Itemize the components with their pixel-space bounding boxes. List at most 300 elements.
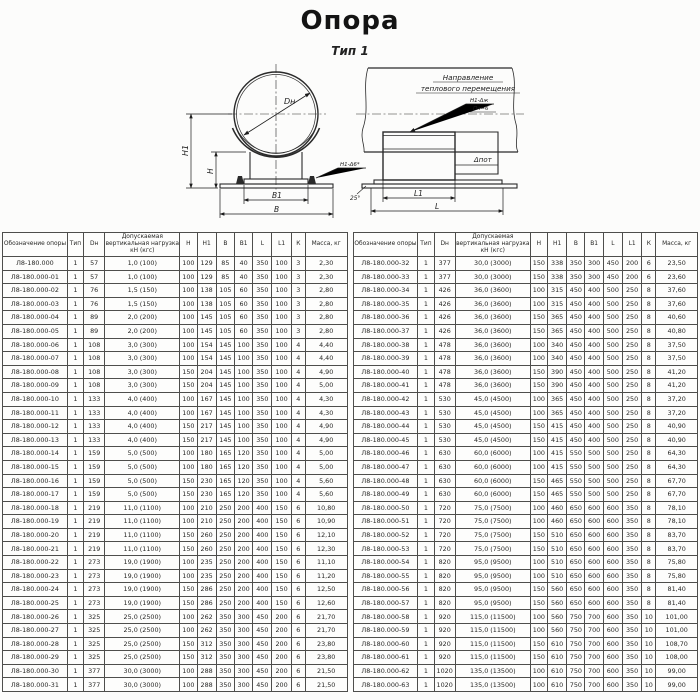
table-cell: 550 [567,460,585,474]
table-cell: 200 [272,664,291,678]
table-cell: 350 [253,311,272,325]
table-cell: 600 [603,542,622,556]
table-cell: 210 [197,515,216,529]
table-cell: 260 [197,528,216,542]
table-cell: 500 [603,324,622,338]
table-cell: 100 [530,624,547,638]
table-cell: 500 [603,433,622,447]
table-cell: 5,00 [305,447,347,461]
table-cell: 400 [585,433,603,447]
table-cell: 250 [622,474,641,488]
table-cell: 600 [585,569,603,583]
table-cell: 150 [272,542,291,556]
table-cell: 300 [234,664,252,678]
table-cell: 600 [603,664,622,678]
table-cell: 1 [418,420,434,434]
table-cell: 262 [197,610,216,624]
table-cell: 100 [180,338,197,352]
table-row [3,270,348,284]
table-cell: 4 [291,338,305,352]
table-cell: 4 [291,365,305,379]
table-cell: 10 [642,664,656,678]
table-cell: 150 [530,324,547,338]
table-row [353,420,698,434]
table-cell: 600 [603,637,622,651]
table-cell: 219 [84,542,105,556]
table-cell: 350 [216,624,234,638]
table-cell: 4,0 (400) [105,420,180,434]
table-cell: 415 [548,433,567,447]
table-row [353,379,698,393]
table-cell: 500 [603,460,622,474]
table-cell: 25,0 (2500) [105,637,180,651]
table-cell: 150 [180,420,197,434]
table-cell: 150 [272,596,291,610]
col-header-b1: В1 [585,233,603,257]
table-cell: 6 [291,556,305,570]
table-cell: 154 [197,338,216,352]
table-cell: 19,0 (1900) [105,583,180,597]
table-cell: 120 [234,447,252,461]
table-cell: 36,0 (3600) [455,311,530,325]
table-row [3,610,348,624]
table-row [3,392,348,406]
table-cell: 6 [291,569,305,583]
table-cell: 150 [180,651,197,665]
table-cell: 350 [216,664,234,678]
table-cell: 325 [84,610,105,624]
table-cell: 75,80 [656,556,698,570]
table-cell: 100 [180,610,197,624]
table-cell: 1 [67,624,83,638]
table-cell: 365 [548,392,567,406]
table-cell: 550 [567,474,585,488]
table-cell: 36,0 (3600) [455,352,530,366]
table-cell: 100 [272,257,291,271]
table-row [353,678,698,692]
table-cell: Л8-180.000-13 [3,433,68,447]
table-cell: Л8-180.000-46 [353,447,418,461]
col-header-type: Тип [418,233,434,257]
table-cell: 10,80 [305,501,347,515]
table-cell: 460 [548,501,567,515]
table-cell: 105 [216,284,234,298]
table-cell: 12,10 [305,528,347,542]
table-cell: 60,0 (6000) [455,488,530,502]
table-cell: 99,00 [656,678,698,692]
spec-table-left [2,232,348,692]
table-cell: 4 [291,420,305,434]
table-cell: 4,0 (400) [105,433,180,447]
table-cell: 250 [622,352,641,366]
table-cell: 630 [434,474,455,488]
table-cell: 312 [197,637,216,651]
table-cell: 250 [622,365,641,379]
table-cell: 219 [84,501,105,515]
table-cell: 340 [548,352,567,366]
table-cell: 600 [603,610,622,624]
table-cell: 250 [622,488,641,502]
table-cell: Л8-180.000-05 [3,324,68,338]
table-cell: 100 [272,284,291,298]
table-cell: 3,0 (300) [105,338,180,352]
table-cell: Л8-180.000-57 [353,596,418,610]
table-cell: 60,0 (6000) [455,447,530,461]
table-cell: 40 [234,257,252,271]
table-cell: 5,60 [305,474,347,488]
table-cell: 150 [180,596,197,610]
table-cell: Л8-180.000-31 [3,678,68,692]
table-cell: 350 [622,637,641,651]
table-row [3,284,348,298]
table-cell: 21,50 [305,678,347,692]
table-cell: 312 [197,651,216,665]
table-cell: 350 [253,270,272,284]
table-cell: 4,0 (400) [105,392,180,406]
table-cell: 600 [603,624,622,638]
table-cell: 8 [642,488,656,502]
table-cell: 10 [642,678,656,692]
table-cell: 45,0 (4500) [455,392,530,406]
table-cell: 10 [642,610,656,624]
table-cell: 450 [253,651,272,665]
table-cell: 120 [234,474,252,488]
table-row [3,474,348,488]
table-cell: 550 [567,488,585,502]
table-cell: 150 [272,515,291,529]
table-cell: 400 [585,392,603,406]
table-row [3,406,348,420]
table-cell: 75,80 [656,569,698,583]
table-cell: 5,00 [305,379,347,393]
table-cell: 4,0 (400) [105,406,180,420]
table-cell: 219 [84,528,105,542]
table-cell: 350 [253,297,272,311]
table-cell: 450 [253,678,272,692]
table-cell: 21,70 [305,610,347,624]
table-cell: 230 [197,488,216,502]
table-cell: Л8-180.000-37 [353,324,418,338]
col-header-dn: Dн [84,233,105,257]
table-cell: 133 [84,392,105,406]
table-cell: 250 [622,338,641,352]
table-cell: 138 [197,284,216,298]
table-cell: 600 [585,556,603,570]
table-cell: 100 [272,433,291,447]
table-cell: 1,0 (100) [105,270,180,284]
table-cell: 40,90 [656,433,698,447]
table-row [353,664,698,678]
table-cell: 60,0 (6000) [455,460,530,474]
table-cell: 100 [530,406,547,420]
table-cell: 150 [180,488,197,502]
table-cell: 4,90 [305,420,347,434]
table-cell: 200 [272,678,291,692]
table-cell: 400 [253,528,272,542]
table-cell: 83,70 [656,528,698,542]
table-cell: 530 [434,420,455,434]
table-cell: 600 [585,596,603,610]
table-cell: 75,0 (7500) [455,501,530,515]
table-cell: 920 [434,610,455,624]
table-row [353,624,698,638]
table-cell: 1 [418,270,434,284]
table-cell: 100 [272,474,291,488]
table-cell: 36,0 (3600) [455,297,530,311]
table-cell: Л8-180.000-24 [3,583,68,597]
table-cell: 120 [234,488,252,502]
table-cell: 365 [548,311,567,325]
table-cell: 400 [585,297,603,311]
table-cell: 1 [418,352,434,366]
table-cell: 200 [272,637,291,651]
table-cell: 350 [622,624,641,638]
technical-drawing [158,52,590,236]
table-row [353,311,698,325]
table-cell: 400 [253,583,272,597]
table-cell: 100 [234,379,252,393]
table-cell: 100 [272,365,291,379]
table-cell: Л8-180.000-51 [353,515,418,529]
table-cell: 5,0 (500) [105,447,180,461]
table-row [3,528,348,542]
table-cell: 145 [216,406,234,420]
table-cell: 500 [603,474,622,488]
col-header-k: К [642,233,656,257]
table-cell: 600 [603,596,622,610]
table-cell: 1 [67,569,83,583]
table-cell: 8 [642,596,656,610]
table-row [3,664,348,678]
table-cell: 8 [642,447,656,461]
table-cell: 165 [216,447,234,461]
table-cell: 150 [530,583,547,597]
table-cell: 365 [548,324,567,338]
table-cell: 1 [67,515,83,529]
table-cell: 3,0 (300) [105,379,180,393]
table-row [353,460,698,474]
table-cell: 100 [530,556,547,570]
table-cell: 400 [253,556,272,570]
table-cell: 426 [434,284,455,298]
table-cell: 1 [67,379,83,393]
table-cell: 150 [180,474,197,488]
table-cell: 150 [530,596,547,610]
table-cell: 145 [216,379,234,393]
table-cell: 100 [180,447,197,461]
table-cell: 150 [180,365,197,379]
table-cell: 750 [567,610,585,624]
table-cell: 1 [67,596,83,610]
table-cell: 150 [272,501,291,515]
table-row [3,433,348,447]
table-cell: 560 [548,596,567,610]
table-cell: 1 [67,352,83,366]
table-cell: 350 [253,284,272,298]
table-cell: 1 [67,664,83,678]
table-row [3,583,348,597]
table-cell: 1 [418,556,434,570]
table-cell: Л8-180.000-06 [3,338,68,352]
table-cell: 36,0 (3600) [455,324,530,338]
table-cell: 750 [567,624,585,638]
col-header-designation: Обозначение опоры [3,233,68,257]
table-cell: 1 [67,297,83,311]
table-cell: 145 [216,352,234,366]
table-cell: 600 [585,501,603,515]
table-cell: 120 [234,460,252,474]
table-cell: 100 [180,270,197,284]
table-cell: 150 [530,651,547,665]
table-cell: 100 [530,678,547,692]
table-cell: 1,0 (100) [105,257,180,271]
table-cell: 45,0 (4500) [455,420,530,434]
table-cell: 165 [216,474,234,488]
table-cell: 30,0 (3000) [105,664,180,678]
table-row [353,651,698,665]
table-cell: 19,0 (1900) [105,569,180,583]
table-cell: 8 [642,501,656,515]
table-cell: 8 [642,433,656,447]
table-cell: 89 [84,311,105,325]
table-cell: 510 [548,542,567,556]
table-cell: 700 [585,651,603,665]
table-cell: 300 [585,270,603,284]
table-cell: Л8-180.000-60 [353,637,418,651]
table-cell: 630 [434,460,455,474]
table-cell: 1 [418,311,434,325]
table-cell: 630 [434,488,455,502]
table-cell: 250 [216,569,234,583]
table-cell: 340 [548,338,567,352]
table-cell: Л8-180.000-58 [353,610,418,624]
table-cell: 133 [84,433,105,447]
table-cell: 250 [622,460,641,474]
table-cell: Л8-180.000-21 [3,542,68,556]
table-cell: 1 [418,501,434,515]
table-cell: 8 [642,324,656,338]
table-cell: 350 [253,488,272,502]
table-cell: 3 [291,311,305,325]
table-cell: 100 [272,324,291,338]
table-cell: 250 [216,528,234,542]
table-cell: 100 [272,406,291,420]
table-cell: 100 [530,501,547,515]
table-cell: 273 [84,596,105,610]
table-row [353,515,698,529]
col-header-load: Допускаемая вертикальная нагрузка кН (кгс) [455,233,530,257]
table-cell: 3 [291,270,305,284]
table-cell: 6 [291,596,305,610]
table-cell: 95,0 (9500) [455,583,530,597]
col-header-l1: L1 [272,233,291,257]
table-cell: 350 [216,678,234,692]
table-cell: 250 [216,596,234,610]
table-cell: 40,80 [656,324,698,338]
table-cell: 400 [253,501,272,515]
table-cell: 750 [567,664,585,678]
dim-label-l: L [435,202,440,211]
table-cell: Л8-180.000-18 [3,501,68,515]
table-cell: 150 [530,528,547,542]
table-cell: 8 [642,365,656,379]
table-cell: Л8-180.000-35 [353,297,418,311]
table-cell: 200 [234,583,252,597]
table-cell: 150 [180,583,197,597]
table-cell: 5,0 (500) [105,488,180,502]
table-cell: 1 [67,406,83,420]
table-cell: 650 [567,542,585,556]
table-cell: 1 [67,528,83,542]
table-cell: Л8-180.000-36 [353,311,418,325]
table-cell: 4,40 [305,352,347,366]
table-cell: 100 [272,488,291,502]
table-cell: 325 [84,637,105,651]
table-cell: 500 [585,460,603,474]
table-cell: Л8-180.000-39 [353,352,418,366]
table-cell: 210 [197,501,216,515]
table-row [3,365,348,379]
table-cell: 700 [585,678,603,692]
table-cell: Л8-180.000-19 [3,515,68,529]
table-row [3,379,348,393]
table-cell: 450 [567,297,585,311]
table-cell: 500 [603,338,622,352]
table-cell: 350 [622,528,641,542]
table-cell: 500 [603,311,622,325]
table-cell: 4,30 [305,406,347,420]
table-cell: 30,0 (3000) [455,257,530,271]
col-header-h: Н [530,233,547,257]
table-cell: 100 [272,297,291,311]
table-cell: 250 [622,311,641,325]
table-cell: 105 [216,297,234,311]
table-cell: 100 [234,365,252,379]
table-cell: 350 [253,392,272,406]
table-cell: 150 [530,433,547,447]
table-cell: Л8-180.000-62 [353,664,418,678]
table-cell: 60 [234,297,252,311]
table-cell: 133 [84,420,105,434]
table-cell: 750 [567,678,585,692]
table-cell: 4 [291,433,305,447]
table-cell: Л8-180.000-25 [3,596,68,610]
table-cell: 1 [418,406,434,420]
table-cell: 350 [622,664,641,678]
table-row [3,488,348,502]
table-cell: 2,0 (200) [105,311,180,325]
table-row [353,324,698,338]
table-cell: 400 [585,365,603,379]
table-cell: 37,60 [656,297,698,311]
table-cell: 8 [642,392,656,406]
table-cell: 23,50 [656,257,698,271]
table-cell: 1 [418,297,434,311]
table-cell: 165 [216,460,234,474]
table-cell: 820 [434,583,455,597]
table-cell: 3 [291,284,305,298]
table-cell: 400 [253,515,272,529]
table-cell: 76 [84,297,105,311]
table-cell: 150 [180,542,197,556]
table-cell: 6 [291,542,305,556]
table-cell: 23,60 [656,270,698,284]
table-cell: 3,0 (300) [105,365,180,379]
table-cell: 11,0 (1100) [105,501,180,515]
table-cell: 2,80 [305,324,347,338]
table-cell: 10 [642,651,656,665]
table-cell: 150 [530,488,547,502]
